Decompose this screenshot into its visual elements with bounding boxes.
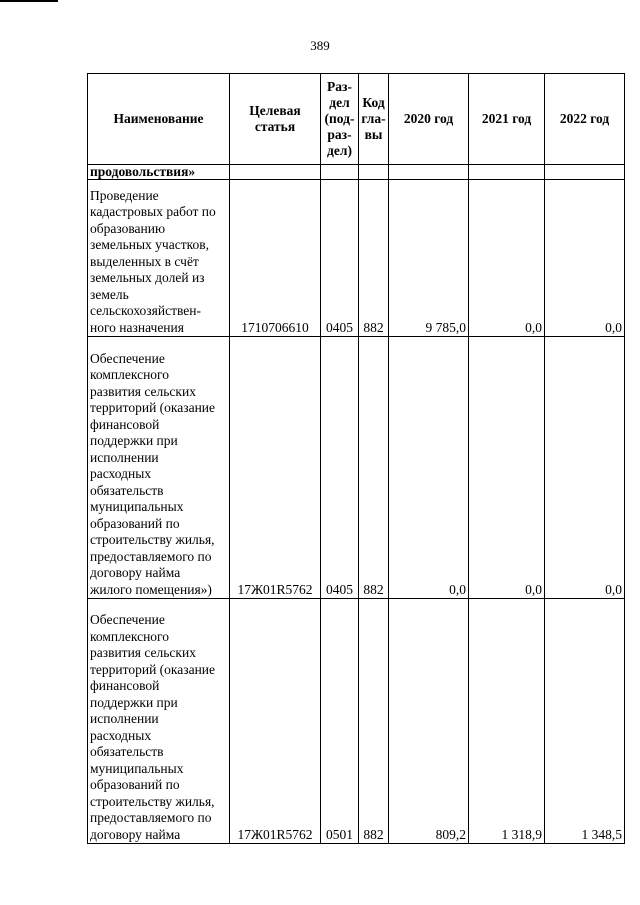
row-chapter-code: 882 (359, 180, 389, 337)
row-name: Проведение кадастровых работ по образованию земельных участков, выделенных в счёт земельных долей из земель сельскохозяйствен- ного назначения (88, 180, 230, 337)
row-name: Обеспечение комплексного развития сельских территорий (оказание финансовой поддержки при исполнении расходных обязательств муниципальных образований по строительству жилья, предоставляемого по договору найма жилого помещения») (88, 337, 230, 599)
header-target-article: Целевая статья (230, 74, 321, 165)
row-value-2021 (469, 165, 545, 180)
row-section: 0405 (321, 337, 359, 599)
budget-table (87, 73, 625, 844)
page-corner-line (0, 0, 58, 2)
row-value-2022: 0,0 (545, 337, 625, 599)
row-section: 0405 (321, 180, 359, 337)
row-value-2020: 9 785,0 (389, 180, 469, 337)
row-target-article: 17Ж01R5762 (230, 337, 321, 599)
header-year-2021: 2021 год (469, 74, 545, 165)
row-section: 0501 (321, 599, 359, 844)
page-number: 389 (310, 38, 330, 53)
table-row (88, 180, 625, 337)
table-row (88, 599, 625, 844)
row-section (321, 165, 359, 180)
row-chapter-code: 882 (359, 337, 389, 599)
row-value-2020: 809,2 (389, 599, 469, 844)
row-name: Обеспечение комплексного развития сельских территорий (оказание финансовой поддержки при исполнении расходных обязательств муниципальных образований по строительству жилья, предоставляемого по договору найма (88, 599, 230, 844)
table-row (88, 337, 625, 599)
header-chapter-code: Код гла- вы (359, 74, 389, 165)
row-value-2021: 1 318,9 (469, 599, 545, 844)
header-year-2022: 2022 год (545, 74, 625, 165)
header-name: Наименование (88, 74, 230, 165)
row-target-article: 1710706610 (230, 180, 321, 337)
row-chapter-code: 882 (359, 599, 389, 844)
row-value-2021: 0,0 (469, 180, 545, 337)
row-value-2020: 0,0 (389, 337, 469, 599)
header-year-2020: 2020 год (389, 74, 469, 165)
row-value-2022: 0,0 (545, 180, 625, 337)
table-row (88, 165, 625, 180)
row-name: продовольствия» (88, 165, 230, 180)
row-target-article (230, 165, 321, 180)
row-value-2022: 1 348,5 (545, 599, 625, 844)
row-value-2021: 0,0 (469, 337, 545, 599)
row-value-2022 (545, 165, 625, 180)
row-value-2020 (389, 165, 469, 180)
row-target-article: 17Ж01R5762 (230, 599, 321, 844)
header-section: Раз- дел (под- раз- дел) (321, 74, 359, 165)
row-chapter-code (359, 165, 389, 180)
table-header-row (88, 74, 625, 165)
